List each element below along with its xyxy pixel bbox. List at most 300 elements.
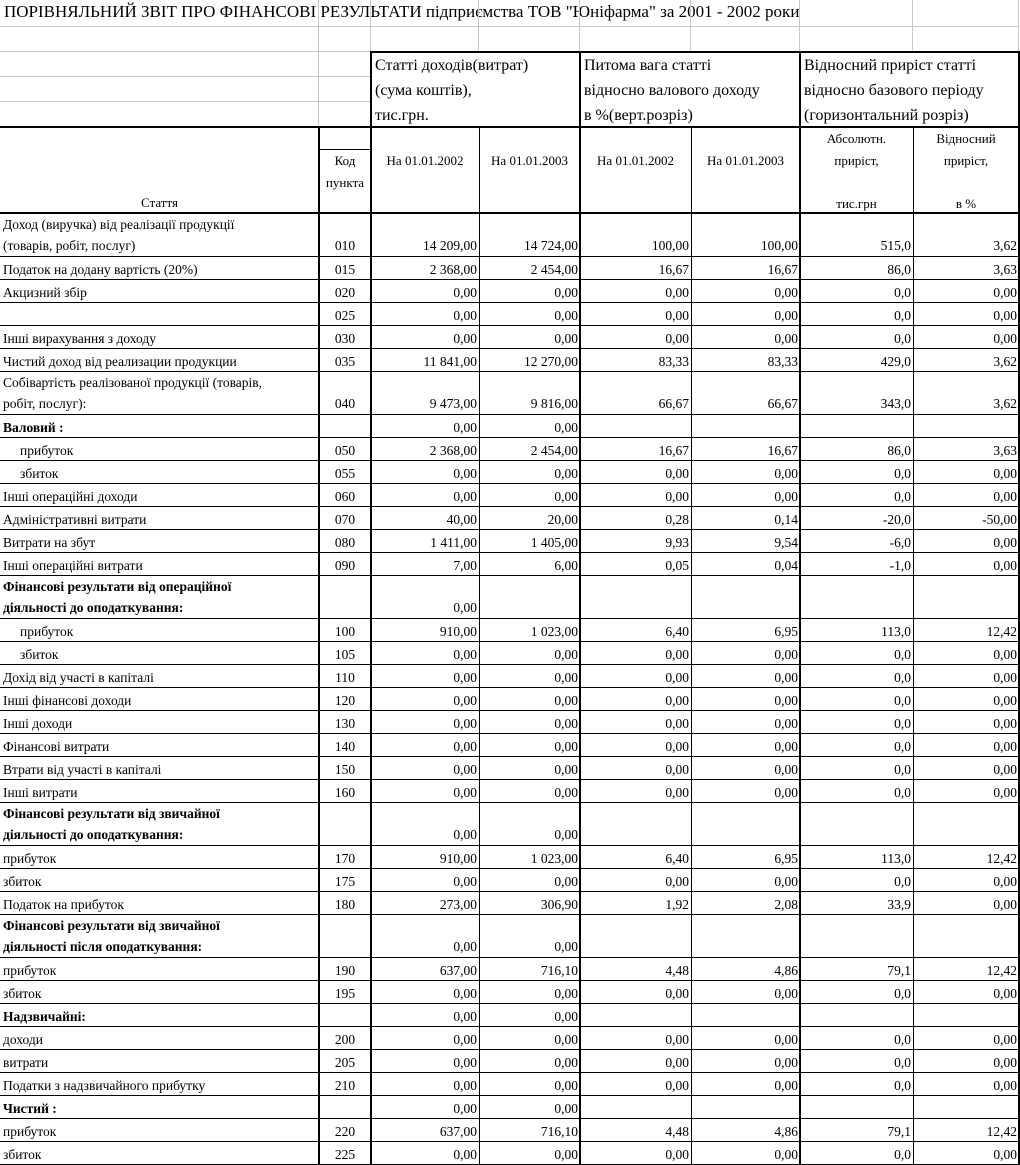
row-value[interactable]: [479, 530, 580, 553]
row-label[interactable]: [0, 892, 319, 915]
row-label[interactable]: [0, 280, 319, 303]
row-code[interactable]: [319, 1050, 371, 1073]
row-value[interactable]: [479, 280, 580, 303]
grid-cell[interactable]: [319, 77, 371, 102]
row-label[interactable]: [0, 1142, 319, 1165]
row-value[interactable]: [913, 958, 1019, 981]
row-value[interactable]: [479, 1096, 580, 1119]
row-value[interactable]: [371, 372, 479, 415]
row-value[interactable]: [800, 1096, 913, 1119]
row-value[interactable]: [691, 915, 800, 958]
row-value[interactable]: [580, 780, 691, 803]
row-value[interactable]: [913, 1096, 1019, 1119]
row-value[interactable]: [580, 958, 691, 981]
row-value[interactable]: [800, 1073, 913, 1096]
row-value[interactable]: [371, 1096, 479, 1119]
grid-cell[interactable]: [691, 0, 800, 27]
grid-cell[interactable]: [319, 27, 371, 52]
row-value[interactable]: [913, 349, 1019, 372]
row-value[interactable]: [580, 892, 691, 915]
row-value[interactable]: [800, 1142, 913, 1165]
row-value[interactable]: [913, 981, 1019, 1004]
row-value[interactable]: [371, 958, 479, 981]
row-label[interactable]: [0, 484, 319, 507]
row-label[interactable]: [0, 553, 319, 576]
row-label[interactable]: [0, 326, 319, 349]
grid-cell[interactable]: [580, 27, 691, 52]
date-header[interactable]: [580, 128, 691, 214]
row-value[interactable]: [479, 642, 580, 665]
row-value[interactable]: [691, 507, 800, 530]
row-value[interactable]: [691, 642, 800, 665]
row-value[interactable]: [691, 803, 800, 846]
row-value[interactable]: [580, 915, 691, 958]
row-value[interactable]: [913, 280, 1019, 303]
row-value[interactable]: [371, 780, 479, 803]
row-value[interactable]: [580, 734, 691, 757]
row-value[interactable]: [913, 892, 1019, 915]
row-code[interactable]: [319, 576, 371, 619]
row-value[interactable]: [800, 553, 913, 576]
row-value[interactable]: [580, 846, 691, 869]
row-label[interactable]: [0, 915, 319, 958]
row-value[interactable]: [371, 846, 479, 869]
row-value[interactable]: [371, 415, 479, 438]
row-value[interactable]: [580, 553, 691, 576]
row-value[interactable]: [371, 461, 479, 484]
row-value[interactable]: [913, 326, 1019, 349]
row-label[interactable]: [0, 372, 319, 415]
row-value[interactable]: [479, 711, 580, 734]
row-label[interactable]: [0, 438, 319, 461]
row-code[interactable]: [319, 665, 371, 688]
grid-cell[interactable]: [0, 102, 319, 127]
row-code[interactable]: [319, 372, 371, 415]
row-value[interactable]: [691, 619, 800, 642]
row-value[interactable]: [479, 326, 580, 349]
row-code[interactable]: [319, 642, 371, 665]
row-value[interactable]: [800, 257, 913, 280]
row-value[interactable]: [691, 757, 800, 780]
row-value[interactable]: [913, 1004, 1019, 1027]
grid-cell[interactable]: [0, 77, 319, 102]
row-label[interactable]: [0, 1050, 319, 1073]
row-value[interactable]: [800, 642, 913, 665]
row-value[interactable]: [800, 507, 913, 530]
row-code[interactable]: [319, 1073, 371, 1096]
row-value[interactable]: [913, 1119, 1019, 1142]
row-value[interactable]: [479, 915, 580, 958]
row-value[interactable]: [913, 372, 1019, 415]
row-value[interactable]: [580, 1050, 691, 1073]
row-code[interactable]: [319, 892, 371, 915]
abs-growth-header[interactable]: [800, 128, 913, 214]
row-label[interactable]: [0, 1027, 319, 1050]
row-label[interactable]: [0, 1004, 319, 1027]
date-header[interactable]: [371, 128, 479, 214]
row-value[interactable]: [371, 530, 479, 553]
row-value[interactable]: [913, 553, 1019, 576]
row-value[interactable]: [371, 642, 479, 665]
row-value[interactable]: [479, 665, 580, 688]
row-value[interactable]: [913, 530, 1019, 553]
row-value[interactable]: [479, 1073, 580, 1096]
stattia-header[interactable]: [0, 128, 319, 214]
row-label[interactable]: [0, 415, 319, 438]
row-value[interactable]: [800, 1027, 913, 1050]
row-value[interactable]: [580, 576, 691, 619]
row-code[interactable]: [319, 915, 371, 958]
row-label[interactable]: [0, 349, 319, 372]
row-code[interactable]: [319, 280, 371, 303]
row-value[interactable]: [371, 1073, 479, 1096]
row-label[interactable]: [0, 1073, 319, 1096]
row-value[interactable]: [580, 1119, 691, 1142]
row-label[interactable]: [0, 734, 319, 757]
row-value[interactable]: [691, 780, 800, 803]
row-value[interactable]: [913, 415, 1019, 438]
row-value[interactable]: [371, 507, 479, 530]
row-value[interactable]: [371, 326, 479, 349]
grid-cell[interactable]: [479, 0, 580, 27]
row-value[interactable]: [800, 1050, 913, 1073]
row-value[interactable]: [913, 780, 1019, 803]
row-value[interactable]: [371, 1004, 479, 1027]
row-value[interactable]: [479, 780, 580, 803]
row-value[interactable]: [580, 280, 691, 303]
row-value[interactable]: [800, 892, 913, 915]
row-value[interactable]: [580, 530, 691, 553]
row-code[interactable]: [319, 326, 371, 349]
row-value[interactable]: [913, 484, 1019, 507]
row-value[interactable]: [913, 1142, 1019, 1165]
row-value[interactable]: [691, 892, 800, 915]
row-value[interactable]: [691, 958, 800, 981]
row-value[interactable]: [913, 303, 1019, 326]
row-value[interactable]: [800, 461, 913, 484]
row-label[interactable]: [0, 257, 319, 280]
row-value[interactable]: [691, 576, 800, 619]
row-value[interactable]: [800, 372, 913, 415]
row-value[interactable]: [913, 803, 1019, 846]
row-label[interactable]: [0, 711, 319, 734]
row-value[interactable]: [913, 1027, 1019, 1050]
row-value[interactable]: [479, 1142, 580, 1165]
row-code[interactable]: [319, 711, 371, 734]
row-value[interactable]: [479, 303, 580, 326]
row-value[interactable]: [371, 1050, 479, 1073]
row-value[interactable]: [800, 981, 913, 1004]
row-value[interactable]: [479, 846, 580, 869]
row-value[interactable]: [580, 1096, 691, 1119]
row-value[interactable]: [371, 688, 479, 711]
row-value[interactable]: [479, 803, 580, 846]
grid-cell[interactable]: [0, 27, 319, 52]
row-value[interactable]: [691, 688, 800, 711]
grid-cell[interactable]: [0, 0, 319, 27]
row-value[interactable]: [479, 1004, 580, 1027]
row-value[interactable]: [371, 734, 479, 757]
row-value[interactable]: [580, 619, 691, 642]
row-value[interactable]: [800, 734, 913, 757]
row-value[interactable]: [913, 757, 1019, 780]
row-value[interactable]: [479, 415, 580, 438]
row-value[interactable]: [913, 869, 1019, 892]
grid-cell[interactable]: [371, 27, 479, 52]
row-value[interactable]: [479, 892, 580, 915]
row-label[interactable]: [0, 576, 319, 619]
row-value[interactable]: [479, 1119, 580, 1142]
row-value[interactable]: [691, 734, 800, 757]
row-code[interactable]: [319, 869, 371, 892]
row-value[interactable]: [580, 326, 691, 349]
row-value[interactable]: [580, 642, 691, 665]
row-value[interactable]: [800, 619, 913, 642]
row-value[interactable]: [800, 576, 913, 619]
row-code[interactable]: [319, 415, 371, 438]
row-code[interactable]: [319, 846, 371, 869]
grid-cell[interactable]: [913, 27, 1019, 52]
row-value[interactable]: [479, 757, 580, 780]
row-value[interactable]: [479, 958, 580, 981]
grid-cell[interactable]: [0, 52, 319, 77]
group-header[interactable]: [580, 52, 800, 128]
row-code[interactable]: [319, 461, 371, 484]
row-value[interactable]: [580, 1073, 691, 1096]
row-value[interactable]: [479, 438, 580, 461]
row-value[interactable]: [800, 303, 913, 326]
row-value[interactable]: [913, 688, 1019, 711]
grid-cell[interactable]: [580, 0, 691, 27]
row-label[interactable]: [0, 869, 319, 892]
date-header[interactable]: [479, 128, 580, 214]
row-value[interactable]: [691, 1050, 800, 1073]
row-value[interactable]: [580, 438, 691, 461]
row-label[interactable]: [0, 1096, 319, 1119]
row-value[interactable]: [580, 349, 691, 372]
row-code[interactable]: [319, 214, 371, 257]
row-value[interactable]: [691, 1027, 800, 1050]
row-code[interactable]: [319, 619, 371, 642]
row-value[interactable]: [479, 349, 580, 372]
row-value[interactable]: [371, 576, 479, 619]
row-value[interactable]: [580, 415, 691, 438]
row-value[interactable]: [691, 349, 800, 372]
row-code[interactable]: [319, 803, 371, 846]
row-code[interactable]: [319, 303, 371, 326]
row-value[interactable]: [371, 711, 479, 734]
row-value[interactable]: [479, 688, 580, 711]
grid-cell[interactable]: [319, 102, 371, 127]
row-value[interactable]: [371, 303, 479, 326]
row-value[interactable]: [800, 280, 913, 303]
row-value[interactable]: [691, 553, 800, 576]
row-code[interactable]: [319, 688, 371, 711]
row-value[interactable]: [691, 438, 800, 461]
row-label[interactable]: [0, 1119, 319, 1142]
row-label[interactable]: [0, 530, 319, 553]
row-value[interactable]: [913, 734, 1019, 757]
grid-cell[interactable]: [319, 52, 371, 77]
row-value[interactable]: [580, 688, 691, 711]
row-label[interactable]: [0, 507, 319, 530]
row-code[interactable]: [319, 1096, 371, 1119]
row-value[interactable]: [800, 915, 913, 958]
row-value[interactable]: [479, 484, 580, 507]
row-value[interactable]: [371, 280, 479, 303]
date-header[interactable]: [691, 128, 800, 214]
row-value[interactable]: [691, 1073, 800, 1096]
row-value[interactable]: [913, 461, 1019, 484]
grid-cell[interactable]: [479, 27, 580, 52]
row-value[interactable]: [800, 484, 913, 507]
row-code[interactable]: [319, 507, 371, 530]
grid-cell[interactable]: [800, 0, 913, 27]
row-value[interactable]: [800, 326, 913, 349]
row-label[interactable]: [0, 688, 319, 711]
row-label[interactable]: [0, 803, 319, 846]
row-value[interactable]: [371, 803, 479, 846]
row-value[interactable]: [580, 665, 691, 688]
row-value[interactable]: [371, 915, 479, 958]
kod-header[interactable]: [319, 128, 371, 214]
row-label[interactable]: [0, 665, 319, 688]
row-value[interactable]: [371, 349, 479, 372]
row-value[interactable]: [479, 372, 580, 415]
row-value[interactable]: [800, 665, 913, 688]
row-value[interactable]: [479, 553, 580, 576]
row-value[interactable]: [800, 846, 913, 869]
row-code[interactable]: [319, 734, 371, 757]
row-value[interactable]: [580, 1142, 691, 1165]
row-label[interactable]: [0, 757, 319, 780]
row-value[interactable]: [479, 461, 580, 484]
row-value[interactable]: [691, 257, 800, 280]
row-code[interactable]: [319, 780, 371, 803]
row-value[interactable]: [479, 576, 580, 619]
row-value[interactable]: [371, 665, 479, 688]
row-value[interactable]: [691, 530, 800, 553]
row-value[interactable]: [691, 484, 800, 507]
row-code[interactable]: [319, 257, 371, 280]
row-value[interactable]: [580, 757, 691, 780]
row-value[interactable]: [371, 981, 479, 1004]
row-value[interactable]: [479, 619, 580, 642]
row-code[interactable]: [319, 1027, 371, 1050]
row-value[interactable]: [371, 892, 479, 915]
row-value[interactable]: [800, 688, 913, 711]
row-value[interactable]: [691, 665, 800, 688]
row-value[interactable]: [691, 1096, 800, 1119]
grid-cell[interactable]: [913, 0, 1019, 27]
row-value[interactable]: [913, 507, 1019, 530]
row-value[interactable]: [913, 915, 1019, 958]
row-value[interactable]: [800, 757, 913, 780]
row-value[interactable]: [800, 349, 913, 372]
row-value[interactable]: [913, 438, 1019, 461]
row-value[interactable]: [691, 869, 800, 892]
row-value[interactable]: [371, 484, 479, 507]
row-value[interactable]: [479, 869, 580, 892]
row-value[interactable]: [371, 438, 479, 461]
row-value[interactable]: [580, 803, 691, 846]
row-value[interactable]: [580, 981, 691, 1004]
row-value[interactable]: [691, 280, 800, 303]
row-code[interactable]: [319, 530, 371, 553]
row-value[interactable]: [371, 1027, 479, 1050]
row-value[interactable]: [580, 461, 691, 484]
row-value[interactable]: [913, 257, 1019, 280]
row-value[interactable]: [580, 1027, 691, 1050]
row-value[interactable]: [580, 484, 691, 507]
row-value[interactable]: [691, 711, 800, 734]
row-value[interactable]: [580, 372, 691, 415]
row-code[interactable]: [319, 484, 371, 507]
row-value[interactable]: [913, 619, 1019, 642]
row-value[interactable]: [371, 1142, 479, 1165]
grid-cell[interactable]: [319, 0, 371, 27]
row-value[interactable]: [371, 214, 479, 257]
row-code[interactable]: [319, 981, 371, 1004]
row-value[interactable]: [371, 757, 479, 780]
row-value[interactable]: [800, 1119, 913, 1142]
row-value[interactable]: [479, 257, 580, 280]
row-value[interactable]: [800, 958, 913, 981]
row-value[interactable]: [479, 1027, 580, 1050]
row-value[interactable]: [691, 326, 800, 349]
row-label[interactable]: [0, 303, 319, 326]
row-value[interactable]: [800, 214, 913, 257]
grid-cell[interactable]: [691, 27, 800, 52]
row-value[interactable]: [691, 981, 800, 1004]
row-value[interactable]: [371, 553, 479, 576]
row-value[interactable]: [691, 846, 800, 869]
row-value[interactable]: [580, 507, 691, 530]
row-value[interactable]: [371, 257, 479, 280]
row-value[interactable]: [913, 1050, 1019, 1073]
row-value[interactable]: [691, 461, 800, 484]
group-header[interactable]: [800, 52, 1019, 128]
row-label[interactable]: [0, 214, 319, 257]
row-label[interactable]: [0, 846, 319, 869]
row-value[interactable]: [800, 780, 913, 803]
row-value[interactable]: [800, 530, 913, 553]
row-code[interactable]: [319, 349, 371, 372]
row-code[interactable]: [319, 1119, 371, 1142]
row-value[interactable]: [580, 214, 691, 257]
row-value[interactable]: [913, 711, 1019, 734]
row-value[interactable]: [479, 214, 580, 257]
row-value[interactable]: [913, 665, 1019, 688]
row-code[interactable]: [319, 1142, 371, 1165]
row-value[interactable]: [371, 1119, 479, 1142]
row-value[interactable]: [371, 869, 479, 892]
row-code[interactable]: [319, 438, 371, 461]
row-value[interactable]: [580, 869, 691, 892]
rel-growth-header[interactable]: [913, 128, 1019, 214]
row-value[interactable]: [691, 415, 800, 438]
row-label[interactable]: [0, 619, 319, 642]
row-value[interactable]: [691, 372, 800, 415]
row-value[interactable]: [371, 619, 479, 642]
row-value[interactable]: [913, 1073, 1019, 1096]
row-value[interactable]: [479, 507, 580, 530]
row-value[interactable]: [691, 1119, 800, 1142]
row-value[interactable]: [913, 576, 1019, 619]
row-value[interactable]: [691, 303, 800, 326]
row-label[interactable]: [0, 461, 319, 484]
row-value[interactable]: [580, 711, 691, 734]
